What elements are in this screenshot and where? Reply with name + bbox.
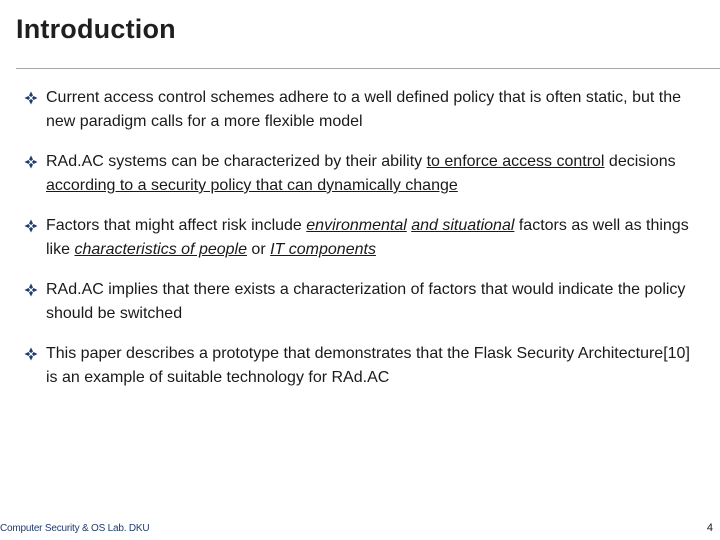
diamond-bullet-icon [24, 155, 38, 169]
underlined-phrase: to enforce access control [426, 153, 605, 170]
slide-title: Introduction [16, 14, 176, 44]
bullet-segment: factors as well as things like [46, 217, 689, 258]
underlined-phrase: according to a security policy that can dynamically change [46, 177, 458, 194]
emphasized-phrase: environmental [306, 217, 407, 234]
bullet-segment: decisions [604, 153, 676, 170]
bullet-text [46, 153, 676, 194]
bullet-segment: RAd.AC systems can be characterized by their ability [46, 153, 427, 170]
bullet-item [24, 278, 704, 326]
emphasized-phrase: IT components [270, 241, 376, 258]
footer-lab-name: Computer Security & OS Lab. DKU [0, 523, 150, 534]
bullet-item [24, 214, 704, 262]
bullet-item [24, 150, 704, 198]
bullet-text [46, 89, 681, 130]
bullet-item [24, 342, 704, 390]
diamond-bullet-icon [24, 347, 38, 361]
diamond-bullet-icon [24, 91, 38, 105]
bullet-segment: or [246, 241, 271, 258]
bullet-segment: Current access control schemes adhere to a well defined policy that is often static, but the new paradigm calls for a more flexible model [46, 89, 681, 130]
bullet-segment: Factors that might affect risk include [46, 217, 307, 234]
bullet-segment: This paper describes a prototype that demonstrates that the Flask Security Architecture[10] is an example of suitable technology for RAd.AC [46, 345, 690, 386]
diamond-bullet-icon [24, 219, 38, 233]
bullet-segment: RAd.AC implies that there exists a characterization of factors that would indicate the policy should be switched [46, 281, 686, 322]
diamond-bullet-icon [24, 283, 38, 297]
page-number: 4 [706, 522, 713, 534]
title-divider [16, 68, 720, 69]
bullet-list [24, 86, 704, 406]
emphasized-phrase: and situational [411, 217, 515, 234]
bullet-text [46, 281, 685, 322]
bullet-text [46, 217, 689, 258]
bullet-text [46, 345, 690, 386]
bullet-item [24, 86, 704, 134]
emphasized-phrase: characteristics of people [74, 241, 247, 258]
